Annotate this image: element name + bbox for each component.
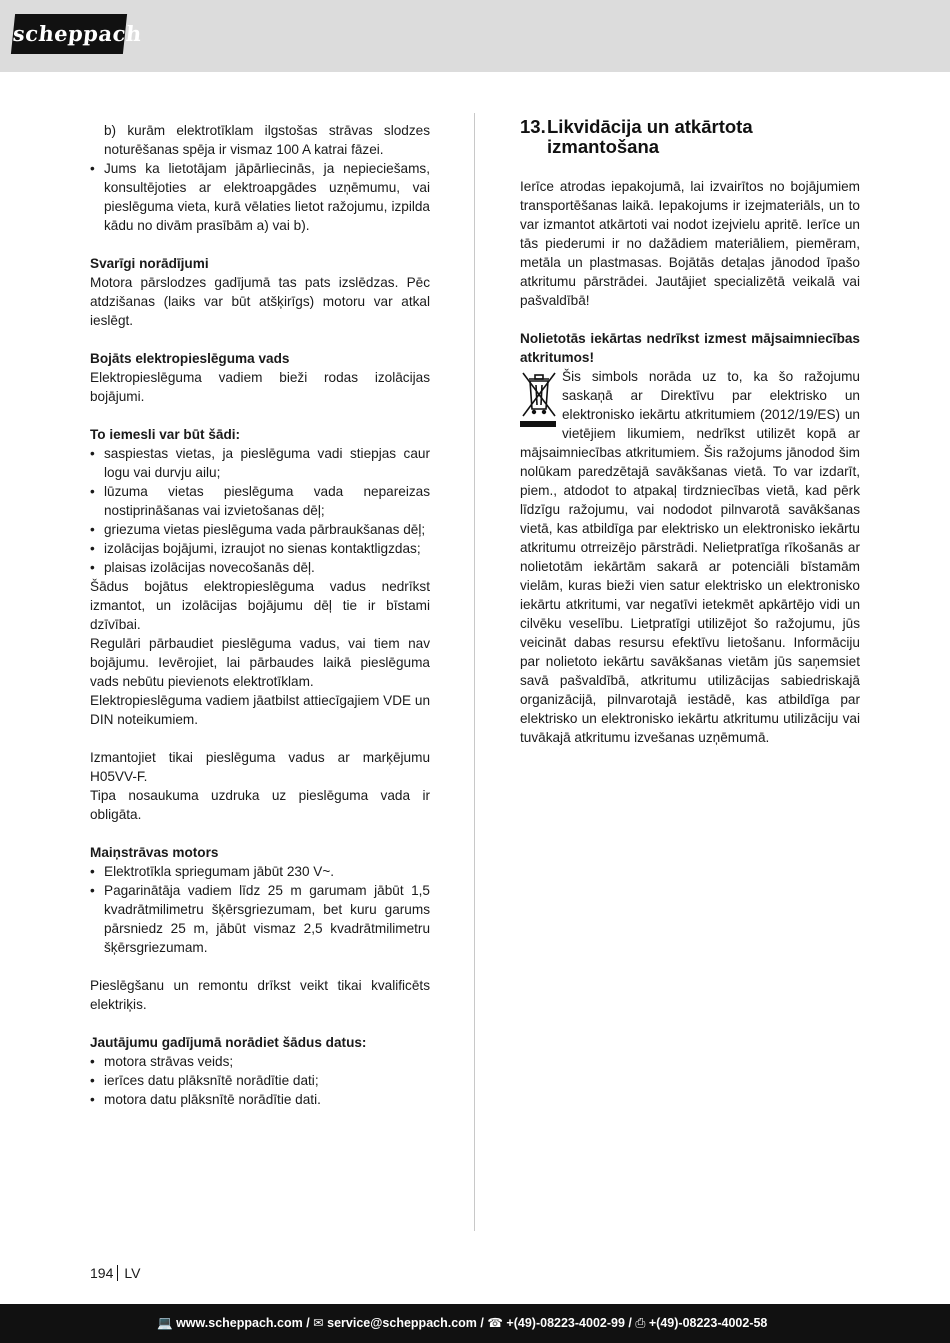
page-number: [90, 1264, 140, 1282]
section-heading-questions: Jautājumu gadījumā norādiet šādus datus:: [90, 1035, 367, 1050]
list-item: • motora strāvas veids;: [90, 1052, 430, 1071]
fax-icon: ⎙: [635, 1316, 646, 1330]
section-number: 13.: [520, 116, 546, 137]
page-number-separator: [117, 1265, 118, 1281]
list-item: • lūzuma vietas pieslēguma vada nepareizas nostiprināšanas vai izvietošanas dēļ;: [90, 482, 430, 520]
list-item: • motora datu plāksnītē norādītie dati.: [90, 1090, 430, 1109]
paragraph: Pieslēgšanu un remontu drīkst veikt tikai kvalificēts elektriķis.: [90, 978, 430, 1012]
title-line-2: izmantošana: [547, 136, 660, 157]
section-heading-important: Svarīgi norādījumi: [90, 256, 209, 271]
language-code: LV: [124, 1265, 141, 1281]
section-title: [520, 117, 860, 157]
list-item: • plaisas izolācijas novecošanās dēļ.: [90, 558, 430, 577]
footer-separator: /: [480, 1316, 484, 1330]
page-header: [0, 0, 950, 72]
column-divider: [474, 113, 475, 1231]
list-item: • ierīces datu plāksnītē norādītie dati;: [90, 1071, 430, 1090]
mail-icon: ✉: [313, 1316, 324, 1330]
email-link[interactable]: service@scheppach.com: [327, 1316, 477, 1330]
paragraph: Ierīce atrodas iepakojumā, lai izvairītos no bojājumiem transportēšanas laikā. Iepakojums ir izejmateriāls, un to var izmantot atkārtoti vai nodot izejvielu apritē. Ierīce un tās piederumi ir no dažādiem materiāliem, piemēram, metāla un plastmasas. Bojātās detaļas jānodod īpašo atkritumu pārstrādei. Jautājiet specializētā veikalā vai pašvaldībā!: [520, 179, 860, 308]
computer-icon: 💻: [157, 1316, 173, 1330]
page-footer: [0, 1304, 950, 1343]
section-heading-damaged-cable: Bojāts elektropieslēguma vads: [90, 351, 290, 366]
footer-separator: /: [628, 1316, 632, 1330]
paragraph: Šādus bojātus elektropieslēguma vadus nedrīkst izmantot, un izolācijas bojājumu dēļ tie ir bīstami dzīvībai.: [90, 579, 430, 632]
right-column: [520, 177, 860, 747]
paragraph: Regulāri pārbaudiet pieslēguma vadus, vai tiem nav bojājumu. Ievērojiet, lai pārbaudes laikā pieslēguma vads nebūtu pievienots elektrotīklam.: [90, 636, 430, 689]
scheppach-logo: scheppach: [11, 14, 127, 54]
list-item: • griezuma vietas pieslēguma vada pārbraukšanas dēļ;: [90, 520, 430, 539]
weee-block: [520, 367, 860, 747]
section-heading-ac-motor: Maiņstrāvas motors: [90, 845, 219, 860]
warning-heading: Nolietotās iekārtas nedrīkst izmest mājsaimniecības atkritumos!: [520, 331, 860, 365]
paragraph: Tipa nosaukuma uzdruka uz pieslēguma vada ir obligāta.: [90, 788, 430, 822]
list-item: • Pagarinātāja vadiem līdz 25 m garumam jābūt 1,5 kvadrātmilimetru šķērsgriezumam, bet kuru garums pārsniedz 25 m, jābūt vismaz 2,5 kvadrātmilimetru šķērsgriezumam.: [90, 881, 430, 957]
section-heading-causes: To iemesli var būt šādi:: [90, 427, 241, 442]
paragraph: Elektropieslēguma vadiem jāatbilst attiecīgajiem VDE un DIN noteikumiem.: [90, 693, 431, 727]
page-number-value: 194: [90, 1265, 114, 1281]
footer-separator: /: [306, 1316, 310, 1330]
title-line-1: Likvidācija un atkārtota: [547, 116, 753, 137]
fax-number: +(49)-08223-4002-58: [648, 1316, 768, 1330]
phone-number: +(49)-08223-4002-99: [506, 1316, 625, 1330]
paragraph: Izmantojiet tikai pieslēguma vadus ar marķējumu H05VV-F.: [90, 750, 430, 784]
paragraph: Motora pārslodzes gadījumā tas pats izslēdzas. Pēc atdzišanas (laiks var būt atšķirīgs) motoru var atkal ieslēgt.: [90, 275, 430, 328]
left-column: [90, 121, 430, 1109]
list-item: • Elektrotīkla spriegumam jābūt 230 V~.: [90, 862, 430, 881]
weee-paragraph: Šis simbols norāda uz to, ka šo ražojumu saskaņā ar Direktīvu par elektrisko un elektronisko iekārtu atkritumiem (2012/19/ES) un vietējiem likumiem, nedrīkst utilizēt kopā ar mājsaimniecības atkritumiem. Šis ražojums jānodod šim nolūkam paredzētajā savākšanas vietā. To var izdarīt, piem., atdodot to atpakaļ tirdzniecības vietā, kad pērk līdzīgu ražojumu, vai nododot pilnvarotā savākšanas vietā, kas atbildīga par elektrisko un elektronisko iekārtu atkritumu otrreizējo pārstrādi. Nelietpratīga rīkošanās ar nolietotām iekārtām sakarā ar potenciāli bīstamām vielām, kuras bieži vien satur elektrisko un elektronisko iekārtu atkritumi, var negatīvi ietekmēt apkārtējo vidi un cilvēku veselību. Lietpratīgi utilizējot šo ražojumu, jūs veicināt dabas resursu efektīvu lietošanu. Informāciju par nolietoto iekārtu savākšanas vietām jūs saņemsiet savā pašvaldībā, atkritumu utilizācijas sabiedriskajā organizācijā, pilnvarotajā iestādē, kas atbildīga par elektrisko un elektronisko iekārtu atkritumu utilizāciju vai tuvākajā atkritumu izvešanas uzņēmumā.: [520, 369, 860, 745]
phone-icon: ☎: [487, 1316, 503, 1330]
intro-continuation: b) kurām elektrotīklam ilgstošas strāvas slodzes noturēšanas spēja ir vismaz 100 A katrai fāzei.: [104, 123, 430, 157]
weee-crossed-bin-icon: [520, 369, 558, 427]
intro-bullet: • Jums ka lietotājam jāpārliecinās, ja nepieciešams, konsultējoties ar elektroapgādes uzņēmumu, vai pieslēguma vieta, kurā vēlaties lietot ražojumu, izpilda kādu no divām prasībām a) vai b).: [90, 159, 430, 235]
list-item: • izolācijas bojājumi, izraujot no sienas kontaktligzdas;: [90, 539, 430, 558]
paragraph: Elektropieslēguma vadiem bieži rodas izolācijas bojājumi.: [90, 370, 430, 404]
list-item: • saspiestas vietas, ja pieslēguma vadi stiepjas caur logu vai durvju ailu;: [90, 444, 430, 482]
website-link[interactable]: www.scheppach.com: [176, 1316, 303, 1330]
